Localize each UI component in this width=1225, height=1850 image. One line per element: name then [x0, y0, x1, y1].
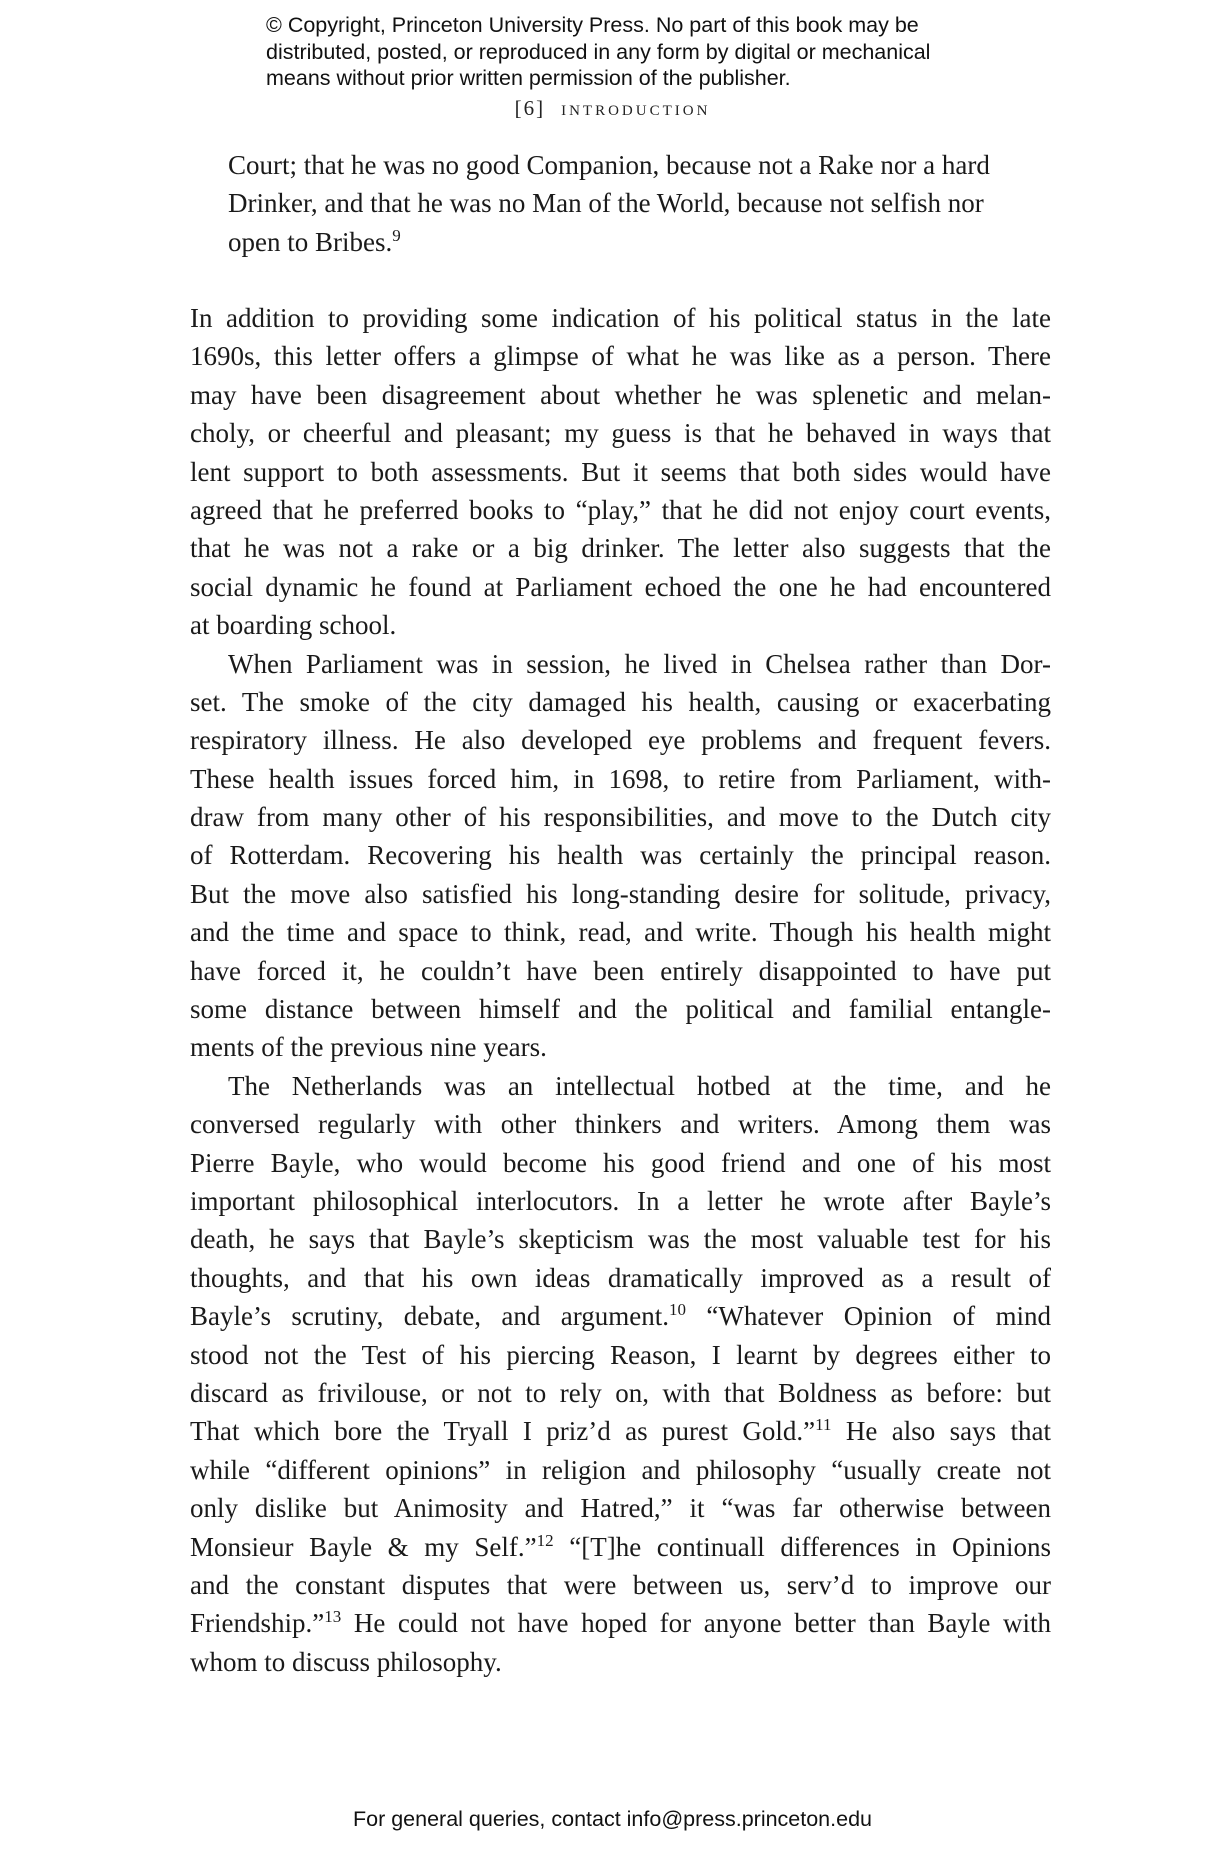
body-line: some distance between himself and the political and familial entangle- — [190, 994, 1051, 1025]
copyright-line: means without prior written permission of the publisher. — [266, 66, 791, 90]
quote-line: Court; that he was no good Companion, because not a Rake nor a hard — [228, 150, 990, 180]
footnote-ref: 12 — [536, 1530, 554, 1550]
body-line: ments of the previous nine years. — [190, 1032, 547, 1063]
body-line: death, he says that Bayle’s skepticism was the most valuable test for his — [190, 1224, 1051, 1255]
body-line: Pierre Bayle, who would become his good friend and one of his most — [190, 1147, 1051, 1178]
body-line: set. The smoke of the city damaged his health, causing or exacerbating — [190, 686, 1051, 717]
copyright-notice — [266, 12, 986, 92]
body-line: In addition to providing some indication of his political status in the late — [190, 303, 1051, 333]
body-line-with-footnote — [190, 1297, 1051, 1335]
copyright-line: © Copyright, Princeton University Press. No part of this book may be — [266, 13, 919, 37]
body-line: have forced it, he couldn’t have been entirely disappointed to have put — [190, 955, 1051, 986]
body-line-with-footnote — [190, 1604, 1051, 1642]
body-line: discard as frivilouse, or not to rely on, with that Boldness as before: but — [190, 1377, 1051, 1408]
body-line: while “different opinions” in religion and philosophy “usually create not — [190, 1454, 1051, 1485]
body-text: Monsieur Bayle & my Self.” — [190, 1531, 537, 1562]
body-line: When Parliament was in session, he lived in Chelsea rather than Dor- — [228, 648, 1051, 679]
body-line: may have been disagreement about whether he was splenetic and melan- — [190, 379, 1051, 410]
body-line: These health issues forced him, in 1698, to retire from Parliament, with- — [190, 763, 1051, 794]
body-line: and the time and space to think, read, and write. Though his health might — [190, 917, 1051, 948]
copyright-line: distributed, posted, or reproduced in any form by digital or mechanical — [266, 39, 931, 64]
body-line: important philosophical interlocutors. In a letter he wrote after Bayle’s — [190, 1185, 1051, 1216]
body-text: “[T]he continuall differences in Opinions — [553, 1531, 1052, 1562]
body-text: He also says that — [831, 1416, 1051, 1447]
body-line-with-footnote — [190, 1412, 1051, 1450]
footnote-ref: 13 — [324, 1607, 342, 1627]
footnote-ref: 11 — [815, 1415, 832, 1435]
main-body — [190, 299, 1051, 1681]
quote-line: open to Bribes. — [228, 226, 393, 257]
footnote-ref: 10 — [668, 1300, 686, 1320]
body-line-with-footnote — [190, 1528, 1051, 1566]
body-line: stood not the Test of his piercing Reason, I learnt by degrees either to — [190, 1339, 1051, 1370]
body-line: lent support to both assessments. But it seems that both sides would have — [190, 456, 1051, 487]
body-line: draw from many other of his responsibilities, and move to the Dutch city — [190, 802, 1051, 833]
body-line: choly, or cheerful and pleasant; my guess is that he behaved in ways that — [190, 418, 1051, 449]
body-text: That which bore the Tryall I priz’d as purest Gold.” — [190, 1416, 816, 1447]
body-text: Friendship.” — [190, 1608, 325, 1639]
body-line: thoughts, and that his own ideas dramatically improved as a result of — [190, 1262, 1051, 1293]
quote-line-last — [228, 223, 1028, 261]
block-quote — [228, 146, 1028, 261]
body-line: at boarding school. — [190, 610, 397, 641]
body-text: He could not have hoped for anyone better than Bayle with — [341, 1608, 1051, 1639]
body-line: social dynamic he found at Parliament echoed the one he had encountered — [190, 571, 1051, 602]
quote-line: Drinker, and that he was no Man of the World, because not selfish nor — [228, 188, 984, 219]
body-line: and the constant disputes that were between us, serv’d to improve our — [190, 1569, 1051, 1600]
body-line: The Netherlands was an intellectual hotbed at the time, and he — [228, 1070, 1051, 1101]
body-line: of Rotterdam. Recovering his health was certainly the principal reason. — [190, 840, 1051, 871]
body-line: But the move also satisfied his long-standing desire for solitude, privacy, — [190, 878, 1051, 909]
footnote-ref: 9 — [392, 225, 401, 245]
body-line: whom to discuss philosophy. — [190, 1646, 502, 1677]
running-head — [0, 96, 1225, 121]
body-line: conversed regularly with other thinkers and writers. Among them was — [190, 1109, 1051, 1140]
body-line: that he was not a rake or a big drinker. The letter also suggests that the — [190, 533, 1051, 564]
body-line: respiratory illness. He also developed eye problems and frequent fevers. — [190, 725, 1051, 756]
body-text: Bayle’s scrutiny, debate, and argument. — [190, 1301, 669, 1332]
page-number: [6] — [514, 96, 546, 120]
body-text: “Whatever Opinion of mind — [685, 1301, 1051, 1332]
section-title: introduction — [561, 96, 711, 120]
footer-contact: For general queries, contact info@press.princeton.edu — [352, 1807, 872, 1831]
body-line: 1690s, this letter offers a glimpse of what he was like as a person. There — [190, 341, 1051, 372]
body-line: agreed that he preferred books to “play,” that he did not enjoy court events, — [190, 494, 1051, 525]
body-line: only dislike but Animosity and Hatred,” it “was far otherwise between — [190, 1493, 1051, 1524]
